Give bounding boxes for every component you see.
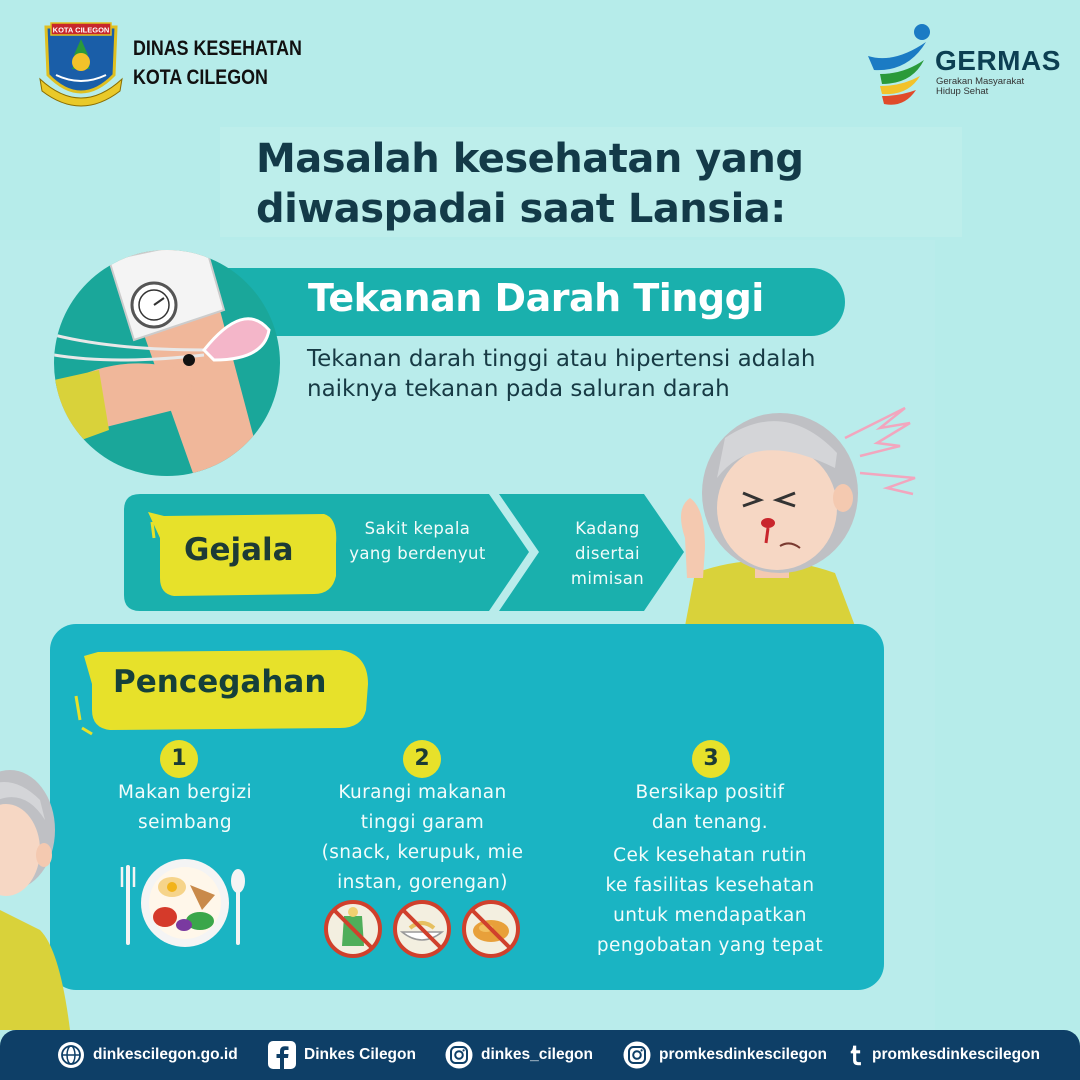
symptom-item: Kadang disertai mimisan [570, 519, 645, 588]
germas-title: GERMAS [935, 45, 1061, 76]
footer-instagram-link[interactable] [623, 1041, 827, 1069]
footer-tumblr-link[interactable] [846, 1041, 1040, 1069]
section-heading: Tekanan Darah Tinggi [308, 276, 764, 320]
footer-facebook-link[interactable] [268, 1041, 416, 1069]
blood-pressure-illustration [54, 250, 280, 476]
globe-icon [57, 1041, 85, 1069]
germas-subtitle: Gerakan Masyarakat Hidup Sehat [936, 76, 1025, 97]
instagram-icon [623, 1041, 651, 1069]
footer-website-link[interactable] [57, 1041, 238, 1069]
balanced-meal-plate-icon [120, 855, 250, 947]
germas-logo [864, 22, 936, 110]
organization-name: DINAS KESEHATAN KOTA CILEGON [133, 37, 302, 89]
footer-link-label: dinkes_cilegon [481, 1046, 593, 1063]
elderly-woman-headache-illustration [665, 398, 925, 626]
tumblr-icon [846, 1041, 868, 1069]
footer-link-label: promkesdinkescilegon [659, 1046, 827, 1063]
section-description: Tekanan darah tinggi atau hipertensi adalah naiknya tekanan pada saluran darah [307, 346, 816, 402]
facebook-icon [268, 1041, 296, 1069]
instagram-icon [445, 1041, 473, 1069]
elderly-figure-illustration [0, 760, 80, 1030]
step-number-3: 3 [692, 740, 730, 778]
emblem-text: KOTA CILEGON [52, 25, 110, 35]
prevention-text: Cek kesehatan rutin ke fasilitas kesehatan untuk mendapatkan pengobatan yang tepat [596, 845, 824, 956]
avoid-salty-foods-icons [322, 898, 522, 960]
city-emblem-logo [36, 17, 126, 112]
footer-link-label: dinkescilegon.go.id [93, 1046, 238, 1063]
page-title: Masalah kesehatan yang diwaspadai saat Lansia: [256, 136, 804, 232]
prevention-text: Makan bergizi seimbang [118, 782, 252, 833]
symptom-item: Sakit kepala yang berdenyut [349, 519, 486, 563]
step-number-2: 2 [403, 740, 441, 778]
symptoms-label: Gejala [184, 532, 294, 568]
footer-link-label: Dinkes Cilegon [304, 1046, 416, 1063]
step-number-1: 1 [160, 740, 198, 778]
footer-instagram-link[interactable] [445, 1041, 593, 1069]
prevention-text: Bersikap positif dan tenang. [635, 782, 785, 833]
prevention-text: Kurangi makanan tinggi garam (snack, kerupuk, mie instan, gorengan) [321, 782, 524, 893]
prevention-label: Pencegahan [113, 664, 327, 700]
footer-link-label: promkesdinkescilegon [872, 1046, 1040, 1063]
